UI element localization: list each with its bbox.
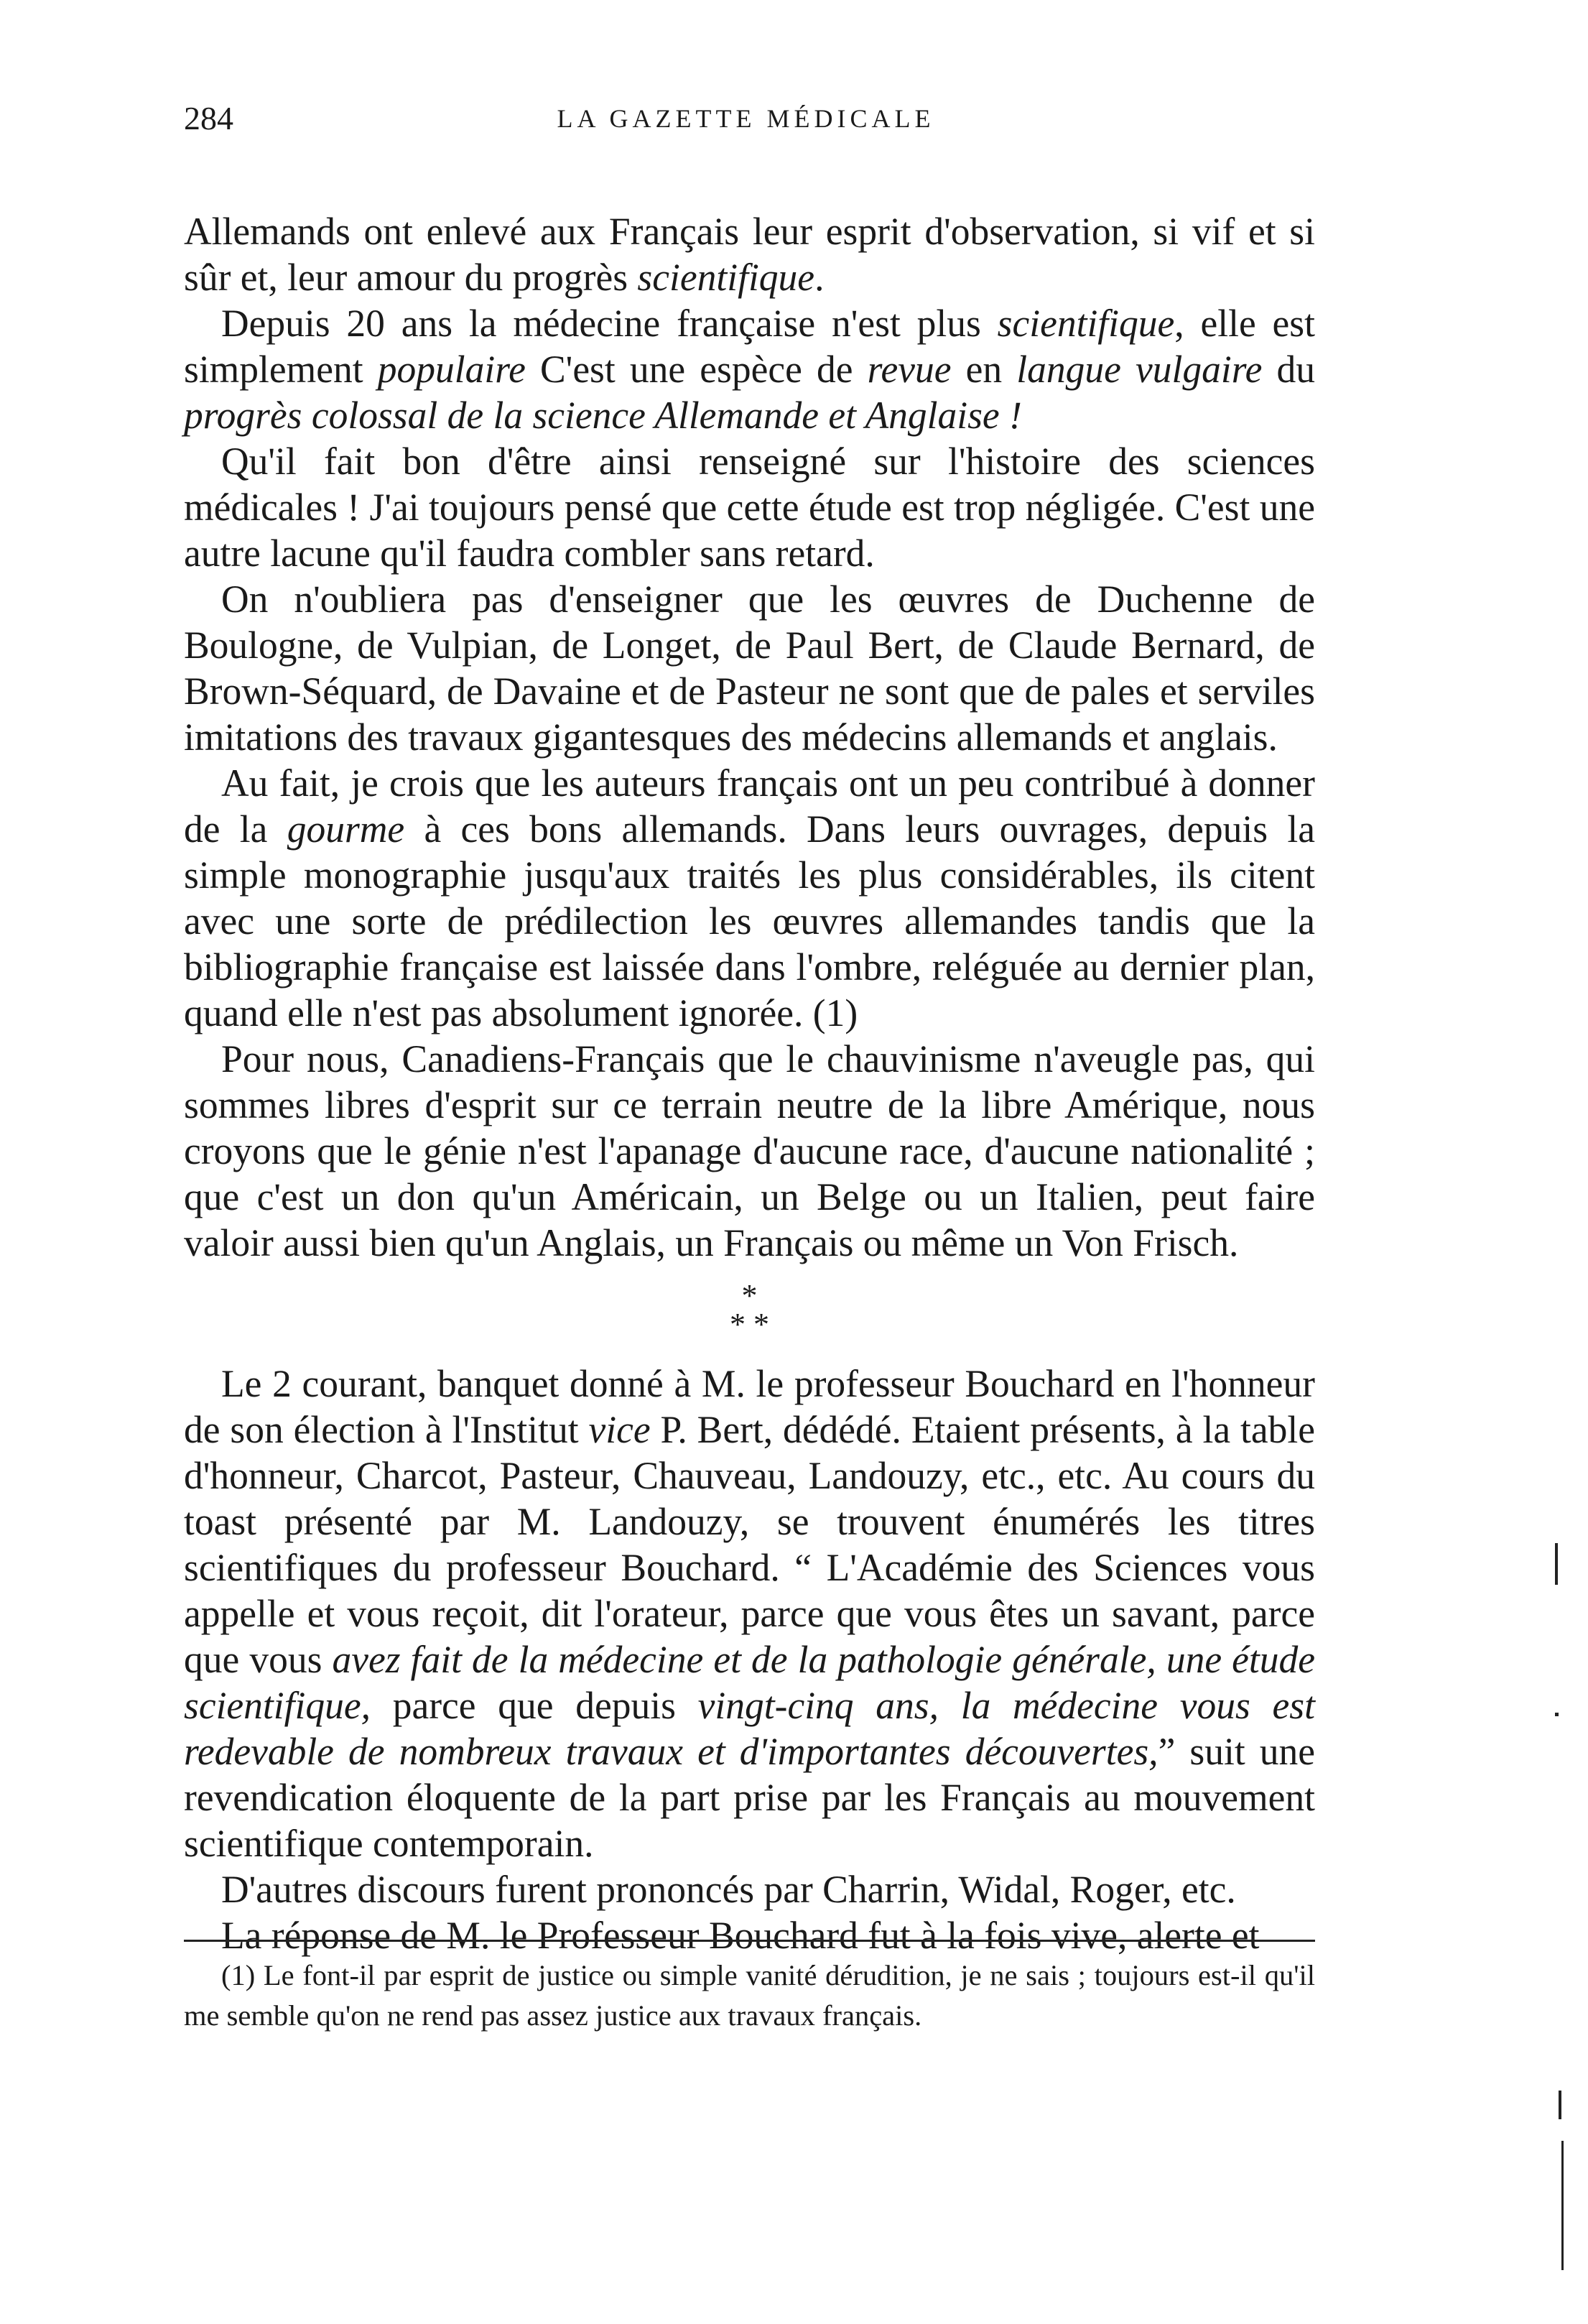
running-title: LA GAZETTE MÉDICALE [557,104,935,133]
paragraph-6: Pour nous, Canadiens-Français que le chauvinisme n'aveugle pas, qui sommes libres d'esprit sur ce terrain neutre de la libre Amérique, nous croyons que le génie n'est l'apanage d'aucune race, d'aucune nationalité ; que c'est un don qu'un Américain, un Belge ou un Italien, peut faire valoir aussi bien qu'un Anglais, un Français ou même un Von Frisch. [184,1037,1315,1264]
paragraph-3: Qu'il fait bon d'être ainsi renseigné sur l'histoire des sciences médicales ! J'ai toujours pensé que cette étude est trop négligée. C'est une autre lacune qu'il faudra combler sans retard. [184,440,1315,575]
paragraph-8: D'autres discours furent prononcés par Charrin, Widal, Roger, etc. [221,1868,1236,1911]
paragraph-4: On n'oubliera pas d'enseigner que les œuvres de Duchenne de Boulogne, de Vulpian, de Longet, de Paul Bert, de Claude Bernard, de Brown-Séquard, de Davaine et de Pasteur ne sont que de pales et serviles imitations des travaux gigantesques des médecins allemands et anglais. [184,578,1315,759]
asterism-bottom: * * [730,1307,769,1342]
asterism-divider [184,1278,1315,1342]
margin-mark [1555,1713,1559,1716]
asterism-top: * [741,1278,758,1313]
margin-mark [1555,1543,1558,1585]
footnote [184,1955,1315,2036]
paragraph-5: Au fait, je crois que les auteurs français ont un peu contribué à donner de la gourme à ces bons allemands. Dans leurs ouvrages, depuis la simple monographie jusqu'aux traités les plus considérables, ils citent avec une sorte de prédilection les œuvres allemandes tandis que la bibliographie française est laissée dans l'ombre, reléguée au dernier plan, quand elle n'est pas absolument ignorée. (1) [184,761,1315,1034]
body-text [184,208,1315,1958]
margin-mark [1561,2141,1564,2270]
footnote-text: (1) Le font-il par esprit de justice ou simple vanité dérudition, je ne sais ; toujours est-il qu'il me semble qu'on ne rend pas assez justice aux travaux français. [184,1959,1315,2032]
footnote-rule [184,1940,1315,1942]
paragraph-7: Le 2 courant, banquet donné à M. le professeur Bouchard en l'honneur de son élection à l'Institut vice P. Bert, dédédé. Etaient présents, à la table d'honneur, Charcot, Pasteur, Chauveau, Landouzy, etc., etc. Au cours du toast présenté par M. Landouzy, se trouvent énumérés les titres scientifiques du professeur Bouchard. “ L'Académie des Sciences vous appelle et vous reçoit, dit l'orateur, parce que vous êtes un savant, parce que vous avez fait de la médecine et de la pathologie générale, une étude scientifique, parce que depuis vingt-cinq ans, la médecine vous est redevable de nombreux travaux et d'importantes découvertes,” suit une revendication éloquente de la part prise par les Français au mouvement scientifique contemporain. [184,1362,1316,1865]
margin-mark [1559,2091,1561,2119]
paragraph-2: Depuis 20 ans la médecine française n'est plus scientifique, elle est simplement populaire C'est une espèce de revue en langue vulgaire du progrès colossal de la science Allemande et Anglaise ! [184,302,1315,437]
paragraph-1: Allemands ont enlevé aux Français leur esprit d'observation, si vif et si sûr et, leur amour du progrès scientifique. [184,210,1315,299]
page-number: 284 [184,100,233,136]
running-head [184,99,1308,142]
paragraph-9: La réponse de M. le Professeur Bouchard fut à la fois vive, alerte et [221,1914,1260,1957]
